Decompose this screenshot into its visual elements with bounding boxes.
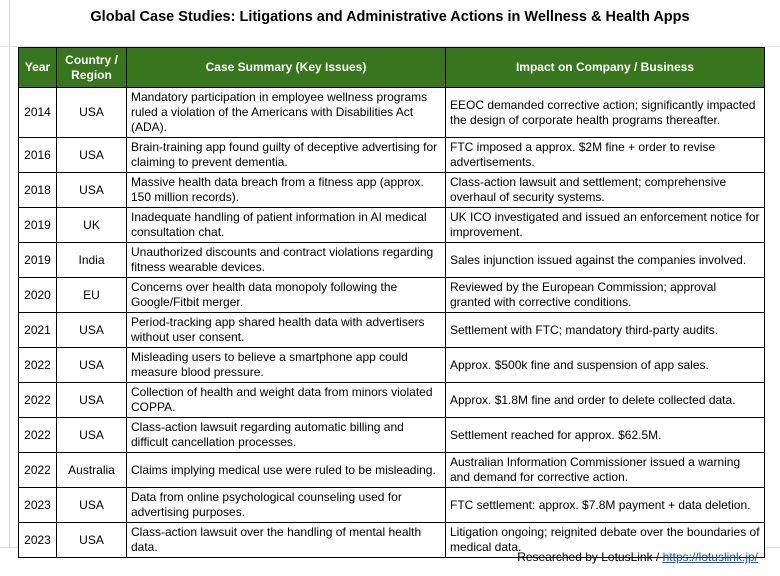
summary-cell: Mandatory participation in employee wellness programs ruled a violation of the Americans with Disabilities Act (ADA). [127, 88, 446, 138]
region-cell: UK [57, 208, 127, 243]
impact-cell: Approx. $1.8M fine and order to delete collected data. [446, 383, 765, 418]
footer-link[interactable]: https://lotuslink.jp/ [662, 550, 758, 564]
summary-cell: Brain-training app found guilty of deceptive advertising for claiming to prevent dementia. [127, 138, 446, 173]
impact-cell: Australian Information Commissioner issued a warning and demand for corrective action. [446, 453, 765, 488]
year-cell: 2019 [19, 243, 57, 278]
impact-cell: Settlement with FTC; mandatory third-party audits. [446, 313, 765, 348]
impact-cell: EEOC demanded corrective action; significantly impacted the design of corporate health programs thereafter. [446, 88, 765, 138]
table-row [19, 488, 765, 523]
region-cell: USA [57, 88, 127, 138]
year-cell: 2018 [19, 173, 57, 208]
year-cell: 2021 [19, 313, 57, 348]
summary-cell: Period-tracking app shared health data with advertisers without user consent. [127, 313, 446, 348]
region-cell: India [57, 243, 127, 278]
table-row [19, 208, 765, 243]
impact-cell: FTC imposed a approx. $2M fine + order to revise advertisements. [446, 138, 765, 173]
table-row [19, 278, 765, 313]
footer-credit-text: Researched by LotusLink / [517, 550, 663, 564]
impact-cell: Reviewed by the European Commission; approval granted with corrective conditions. [446, 278, 765, 313]
table-row [19, 88, 765, 138]
year-cell: 2019 [19, 208, 57, 243]
summary-cell: Misleading users to believe a smartphone app could measure blood pressure. [127, 348, 446, 383]
column-header-summary: Case Summary (Key Issues) [127, 48, 446, 88]
impact-cell: Approx. $500k fine and suspension of app sales. [446, 348, 765, 383]
region-cell: EU [57, 278, 127, 313]
summary-cell: Massive health data breach from a fitness app (approx. 150 million records). [127, 173, 446, 208]
column-header-region: Country / Region [57, 48, 127, 88]
table-row [19, 453, 765, 488]
summary-cell: Class-action lawsuit over the handling of mental health data. [127, 523, 446, 558]
year-cell: 2020 [19, 278, 57, 313]
region-cell: USA [57, 418, 127, 453]
summary-cell: Class-action lawsuit regarding automatic billing and difficult cancellation processes. [127, 418, 446, 453]
impact-cell: FTC settlement: approx. $7.8M payment + data deletion. [446, 488, 765, 523]
year-cell: 2022 [19, 383, 57, 418]
footer-credit [0, 550, 758, 564]
page-title: Global Case Studies: Litigations and Administrative Actions in Wellness & Health Apps [90, 9, 690, 25]
case-studies-table [18, 47, 765, 558]
year-cell: 2022 [19, 348, 57, 383]
year-cell: 2014 [19, 88, 57, 138]
impact-cell: Sales injunction issued against the companies involved. [446, 243, 765, 278]
region-cell: Australia [57, 453, 127, 488]
page-gridline-vertical [9, 0, 10, 547]
region-cell: USA [57, 173, 127, 208]
region-cell: USA [57, 348, 127, 383]
summary-cell: Data from online psychological counseling used for advertising purposes. [127, 488, 446, 523]
region-cell: USA [57, 488, 127, 523]
table-row [19, 138, 765, 173]
region-cell: USA [57, 523, 127, 558]
impact-cell: Settlement reached for approx. $62.5M. [446, 418, 765, 453]
summary-cell: Claims implying medical use were ruled to be misleading. [127, 453, 446, 488]
table-row [19, 418, 765, 453]
impact-cell: Class-action lawsuit and settlement; comprehensive overhaul of security systems. [446, 173, 765, 208]
summary-cell: Collection of health and weight data from minors violated COPPA. [127, 383, 446, 418]
table-row [19, 173, 765, 208]
impact-cell: Litigation ongoing; reignited debate over the boundaries of medical data. [446, 523, 765, 558]
column-header-year: Year [19, 48, 57, 88]
region-cell: USA [57, 138, 127, 173]
year-cell: 2022 [19, 453, 57, 488]
table-row [19, 313, 765, 348]
year-cell: 2023 [19, 488, 57, 523]
summary-cell: Unauthorized discounts and contract violations regarding fitness wearable devices. [127, 243, 446, 278]
summary-cell: Inadequate handling of patient information in AI medical consultation chat. [127, 208, 446, 243]
column-header-impact: Impact on Company / Business [446, 48, 765, 88]
table-row [19, 243, 765, 278]
table-header-row [19, 48, 765, 88]
year-cell: 2022 [19, 418, 57, 453]
impact-cell: UK ICO investigated and issued an enforcement notice for improvement. [446, 208, 765, 243]
summary-cell: Concerns over health data monopoly following the Google/Fitbit merger. [127, 278, 446, 313]
region-cell: USA [57, 313, 127, 348]
year-cell: 2016 [19, 138, 57, 173]
table-row [19, 383, 765, 418]
year-cell: 2023 [19, 523, 57, 558]
table-row [19, 348, 765, 383]
region-cell: USA [57, 383, 127, 418]
